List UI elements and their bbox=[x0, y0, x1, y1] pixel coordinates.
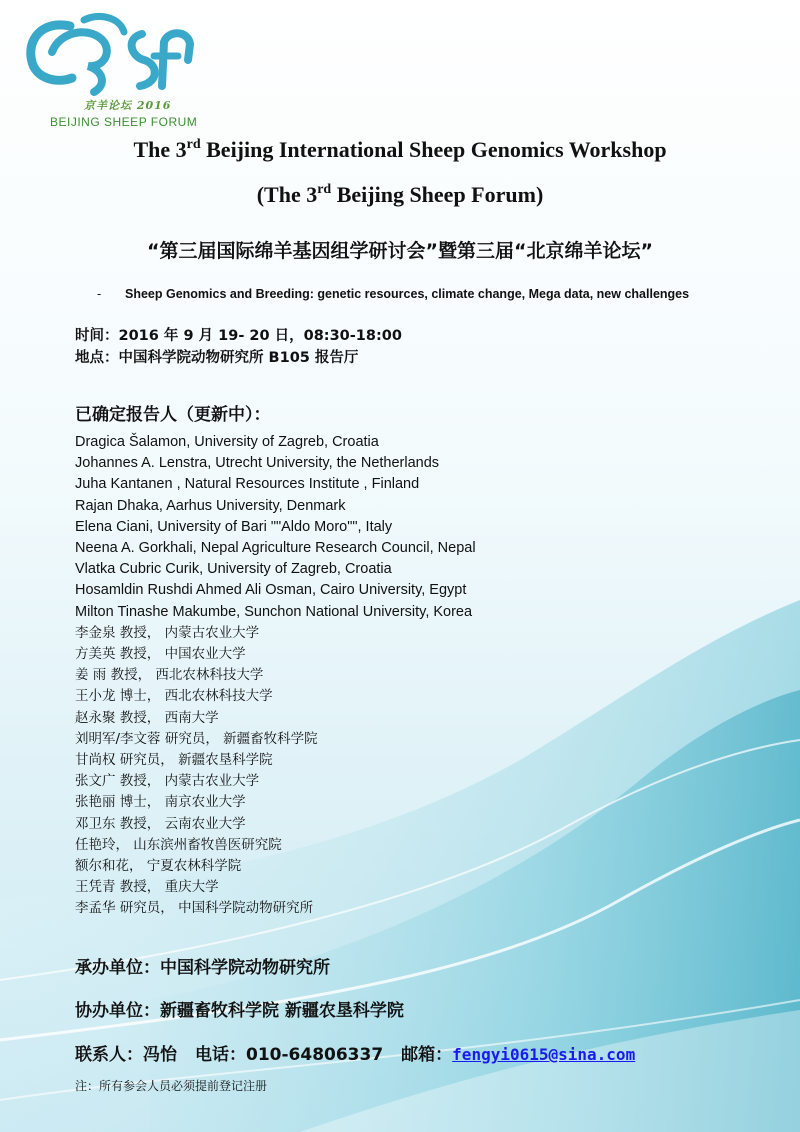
title-line1-rest: Beijing International Sheep Genomics Workshop bbox=[200, 137, 667, 162]
title-line2-prefix: (The 3 bbox=[256, 182, 318, 207]
contact-email-label: 邮箱： bbox=[401, 1045, 453, 1065]
registration-note: 注：所有参会人员必须提前登记注册 bbox=[75, 1079, 268, 1093]
speaker-item: Juha Kantanen , Natural Resources Institute , Finland bbox=[75, 476, 420, 493]
speaker-item: 甘尚权 研究员， 新疆农垦科学院 bbox=[75, 752, 273, 769]
theme-bullet: - bbox=[97, 287, 102, 301]
title-line1-prefix: The 3 bbox=[133, 137, 187, 162]
email-link[interactable]: fengyi0615@sina.com bbox=[452, 1045, 636, 1064]
speaker-item: 任艳玲， 山东滨州畜牧兽医研究院 bbox=[75, 836, 282, 853]
speaker-item: 李金泉 教授， 内蒙古农业大学 bbox=[75, 624, 260, 641]
speaker-list bbox=[75, 432, 476, 920]
speaker-item: Elena Ciani, University of Bari ""Aldo Moro"", Italy bbox=[75, 518, 393, 535]
title-line1-ordinal: rd bbox=[186, 137, 201, 152]
speaker-item: Rajan Dhaka, Aarhus University, Denmark bbox=[75, 497, 346, 514]
theme-text: Sheep Genomics and Breeding: genetic resources, climate change, Mega data, new challenges bbox=[125, 287, 690, 301]
event-place: 地点：中国科学院动物研究所 B105 报告厅 bbox=[75, 350, 359, 366]
speaker-item: 额尔和花， 宁夏农林科学院 bbox=[75, 858, 242, 875]
speaker-item: Milton Tinashe Makumbe, Sunchon National University, Korea bbox=[75, 603, 473, 620]
speaker-item: 方美英 教授， 中国农业大学 bbox=[75, 646, 246, 663]
speaker-item: 张文广 教授， 内蒙古农业大学 bbox=[75, 773, 260, 790]
logo-letters-graphic bbox=[22, 12, 200, 102]
co-organizers: 协办单位：新疆畜牧科学院 新疆农垦科学院 bbox=[75, 1001, 404, 1021]
speakers-heading: 已确定报告人（更新中）： bbox=[75, 405, 271, 425]
speaker-item: Vlatka Cubric Curik, University of Zagreb, Croatia bbox=[75, 561, 392, 578]
speaker-item: 王小龙 博士， 西北农林科技大学 bbox=[75, 688, 273, 705]
speaker-item: 赵永聚 教授， 西南大学 bbox=[75, 709, 219, 726]
speaker-item: 邓卫东 教授， 云南农业大学 bbox=[75, 815, 246, 832]
title-english-line2 bbox=[0, 182, 800, 208]
speaker-item: Dragica Šalamon, University of Zagreb, Croatia bbox=[75, 434, 379, 450]
contact-info bbox=[75, 1040, 635, 1065]
host-organizer: 承办单位：中国科学院动物研究所 bbox=[75, 958, 330, 978]
logo-english-text: BEIJING SHEEP FORUM bbox=[50, 115, 198, 129]
speaker-item: 王凭青 教授， 重庆大学 bbox=[75, 879, 219, 896]
forum-logo bbox=[22, 12, 200, 132]
speaker-item: 刘明军/李文蓉 研究员， 新疆畜牧科学院 bbox=[75, 730, 318, 747]
event-time: 时间：2016 年 9 月 19- 20 日，08:30-18:00 bbox=[75, 328, 402, 344]
workshop-theme bbox=[97, 287, 689, 301]
title-english-line1 bbox=[0, 137, 800, 163]
speaker-item: 张艳丽 博士， 南京农业大学 bbox=[75, 794, 246, 811]
speaker-item: Hosamldin Rushdi Ahmed Ali Osman, Cairo University, Egypt bbox=[75, 582, 467, 599]
speaker-item: 姜 雨 教授， 西北农林科技大学 bbox=[75, 667, 264, 684]
speaker-item: Neena A. Gorkhali, Nepal Agriculture Research Council, Nepal bbox=[75, 540, 476, 557]
logo-chinese-text: 京羊论坛 2016 bbox=[84, 99, 172, 112]
title-chinese: “第三届国际绵羊基因组学研讨会”暨第三届“北京绵羊论坛” bbox=[147, 240, 653, 262]
contact-person: 联系人：冯怡 bbox=[75, 1045, 177, 1065]
speaker-item: Johannes A. Lenstra, Utrecht University, the Netherlands bbox=[75, 455, 440, 472]
title-line2-ordinal: rd bbox=[317, 182, 332, 197]
title-line2-rest: Beijing Sheep Forum) bbox=[331, 182, 544, 207]
contact-phone: 电话：010-64806337 bbox=[195, 1045, 384, 1065]
speaker-item: 李孟华 研究员， 中国科学院动物研究所 bbox=[75, 900, 314, 917]
